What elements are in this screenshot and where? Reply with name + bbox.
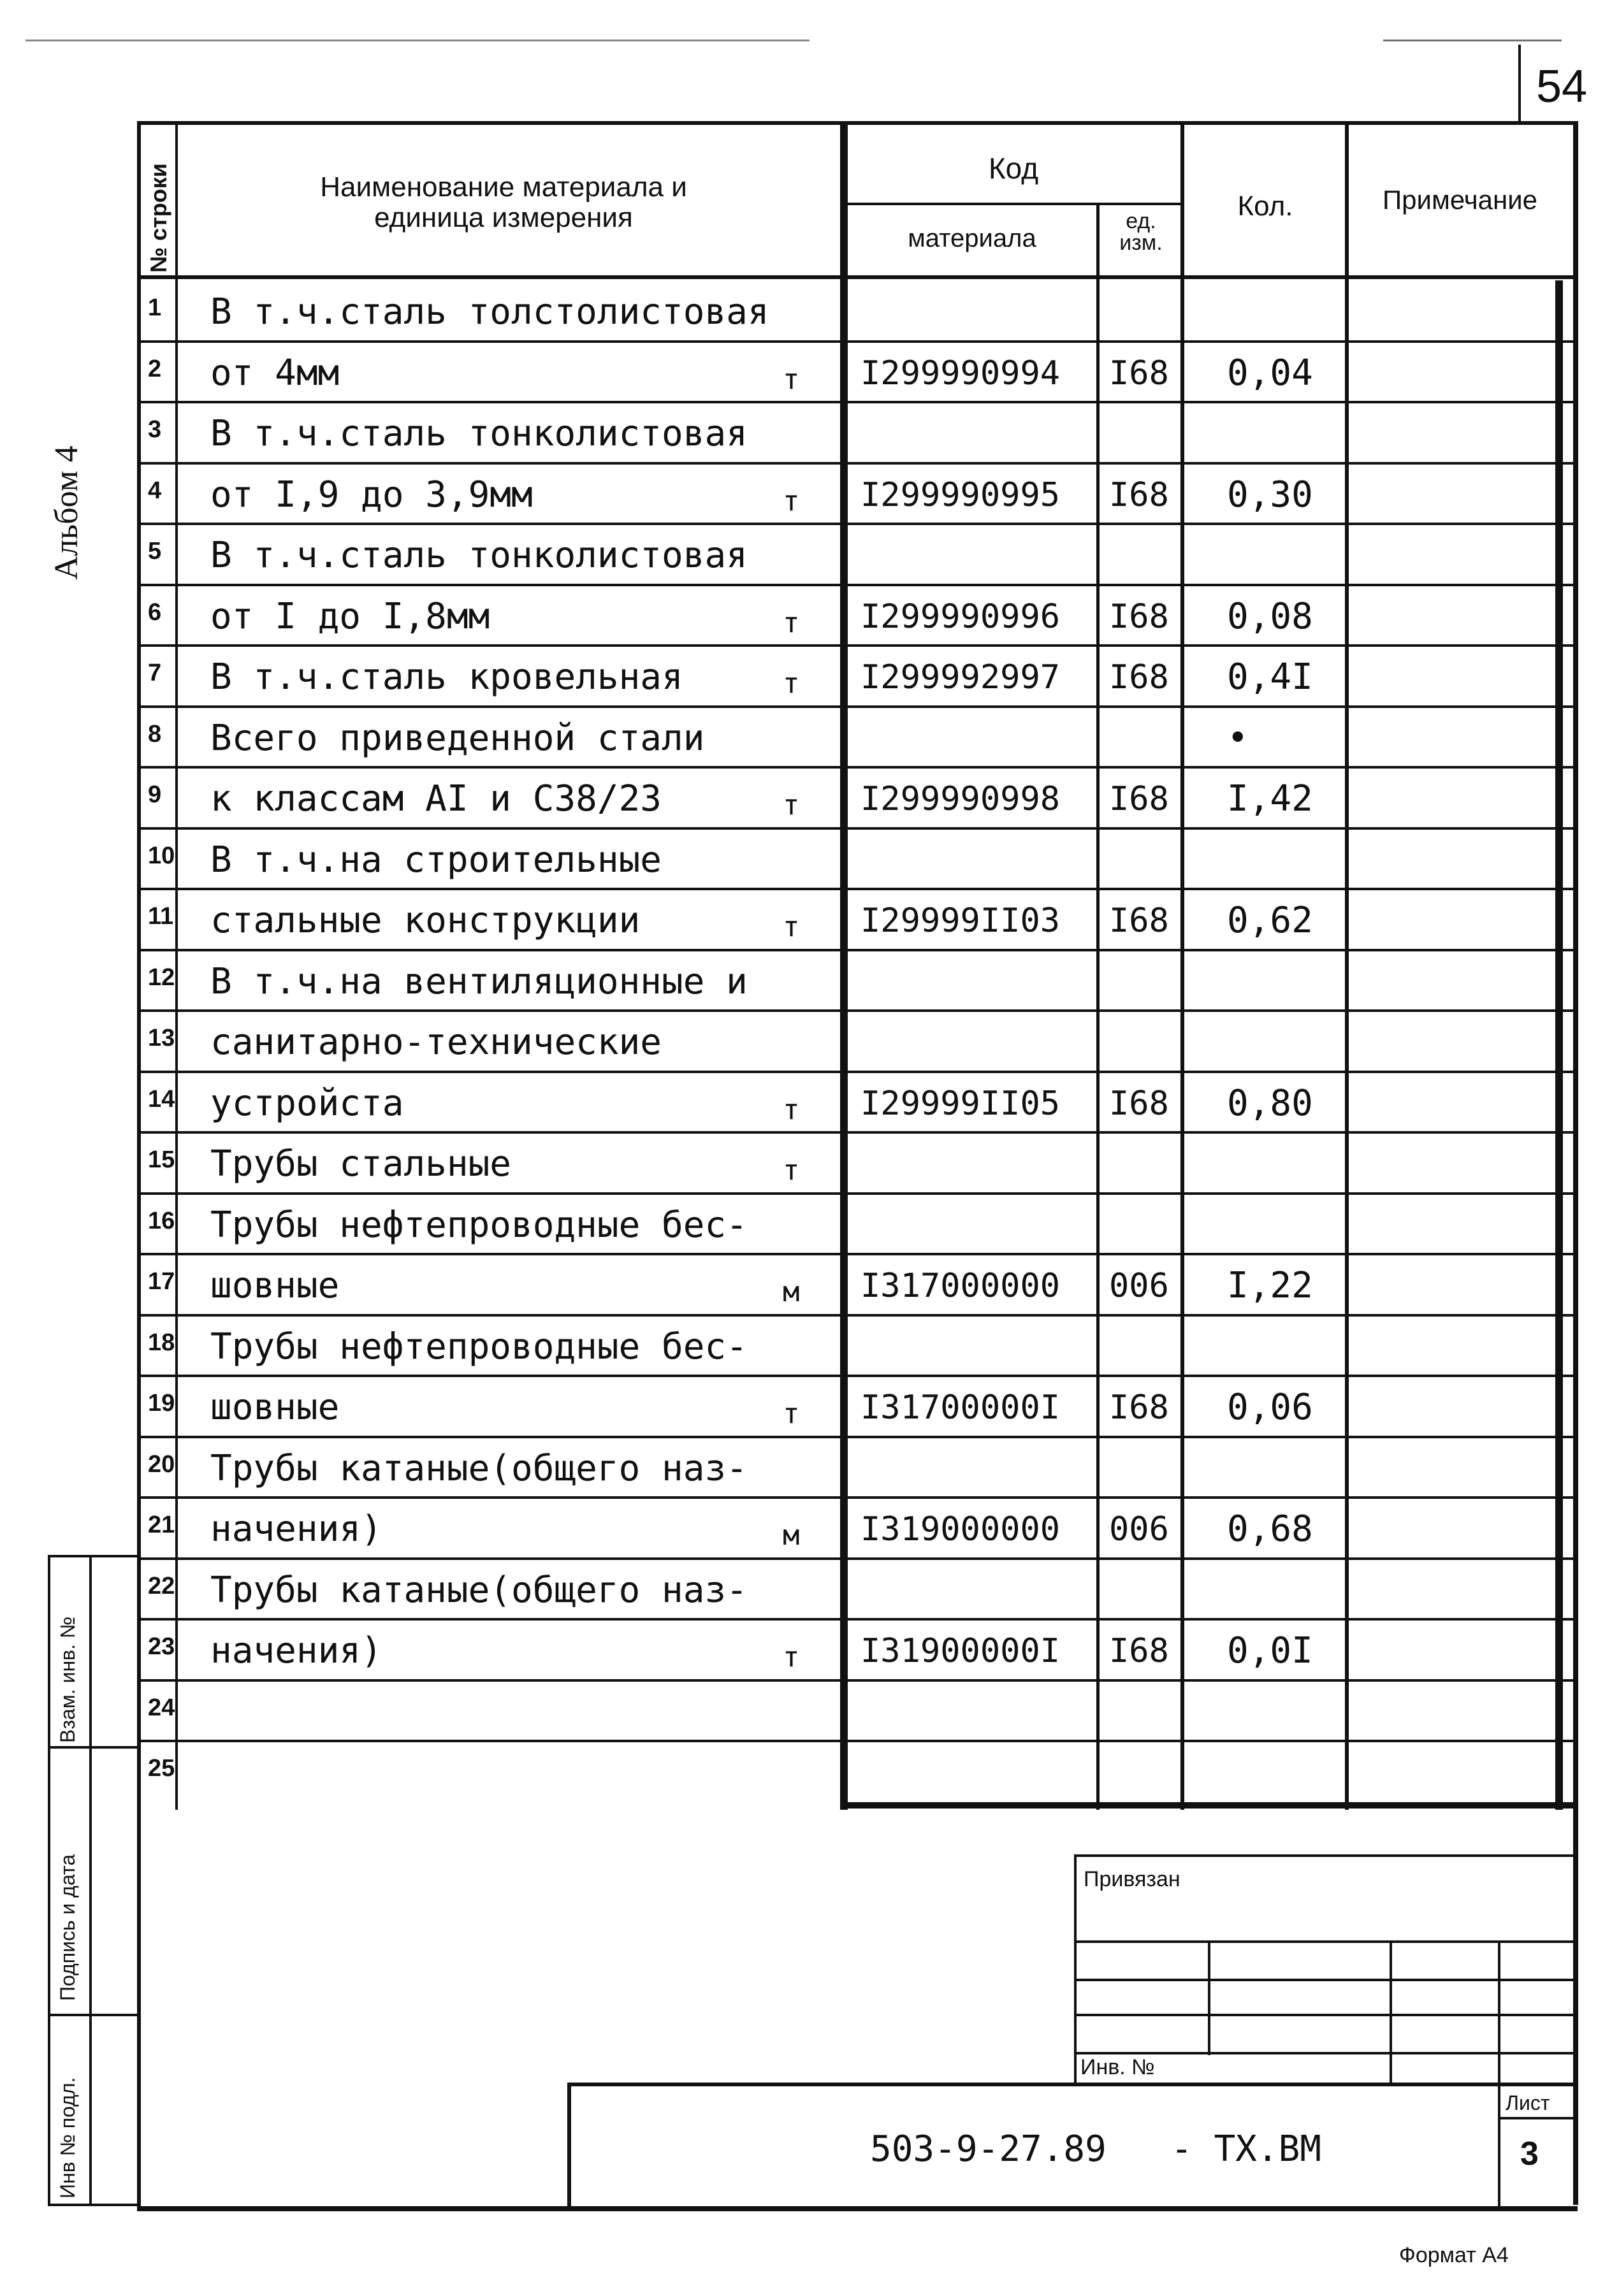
row-number: 25 — [148, 1755, 175, 1782]
row-number: 23 — [148, 1633, 175, 1660]
row-number: 24 — [148, 1694, 175, 1721]
row-divider — [137, 827, 1574, 830]
row-divider — [137, 705, 1574, 708]
material-code: I299992997 — [860, 658, 1061, 697]
side-inv-podl: Инв № подл. — [56, 2077, 79, 2199]
material-name: В т.ч.на вентиляционные и — [210, 960, 748, 1002]
material-name: от I,9 до 3,9мм — [210, 473, 533, 516]
row-divider — [137, 1314, 1574, 1317]
material-code: I299990998 — [860, 780, 1061, 818]
header-code: Код — [988, 152, 1039, 185]
row-divider — [137, 523, 1574, 525]
material-name: Трубы катаные(общего наз- — [210, 1569, 748, 1611]
material-code: I317000000 — [860, 1267, 1061, 1305]
unit-code: I68 — [1109, 1084, 1169, 1123]
material-code: I29999II03 — [860, 902, 1061, 940]
quantity: I,22 — [1227, 1265, 1313, 1306]
unit: т — [783, 1093, 800, 1126]
unit-code: I68 — [1109, 658, 1169, 697]
row-number: 10 — [148, 842, 175, 869]
row-number: 7 — [148, 660, 162, 686]
material-name: В т.ч.на строительные — [210, 839, 662, 881]
row-number: 12 — [148, 964, 175, 991]
row-divider — [137, 1679, 1574, 1682]
material-name: от 4мм — [210, 352, 340, 394]
row-divider — [137, 888, 1574, 890]
material-name: от I до I,8мм — [210, 595, 490, 637]
row-divider — [137, 1009, 1574, 1012]
album-label: Альбом 4 — [48, 445, 85, 580]
row-number: 15 — [148, 1146, 175, 1173]
quantity: 0,30 — [1227, 473, 1313, 516]
material-name: В т.ч.сталь тонколистовая — [210, 535, 748, 576]
page-number: 54 — [1536, 61, 1588, 112]
unit: т — [783, 1641, 800, 1673]
row-divider — [137, 462, 1574, 465]
side-podpis: Подпись и дата — [56, 1854, 79, 2001]
row-divider — [137, 1375, 1574, 1377]
material-name: Всего приведенной стали — [210, 717, 705, 759]
material-name: к классам AI и С38/23 — [210, 778, 662, 819]
row-divider — [137, 1496, 1574, 1499]
row-divider — [137, 949, 1574, 951]
stamp-inv-no: Инв. № — [1080, 2055, 1155, 2079]
side-vzam: Взам. инв. № — [56, 1616, 79, 1743]
row-divider — [137, 1253, 1574, 1255]
row-divider — [137, 401, 1574, 403]
unit: т — [783, 789, 800, 821]
row-number: 6 — [148, 598, 162, 626]
quantity: 0,04 — [1227, 352, 1313, 394]
row-divider — [137, 644, 1574, 647]
unit-code: I68 — [1109, 902, 1169, 940]
material-code: I299990995 — [860, 475, 1061, 514]
row-number: 16 — [148, 1207, 175, 1234]
row-number: 14 — [148, 1085, 175, 1113]
row-number: 4 — [148, 477, 162, 504]
row-number: 18 — [148, 1329, 175, 1356]
row-divider — [137, 1618, 1574, 1621]
unit: т — [783, 667, 800, 700]
unit-code: I68 — [1109, 475, 1169, 514]
header-row-number: № строки — [145, 163, 171, 273]
row-divider — [137, 1436, 1574, 1438]
header-qty: Кол. — [1237, 191, 1293, 222]
stamp-privyazan: Привязан — [1084, 1867, 1180, 1891]
material-name: В т.ч.сталь кровельная — [210, 656, 683, 698]
unit: т — [783, 1154, 800, 1187]
row-number: 3 — [148, 416, 162, 443]
row-divider — [137, 1071, 1574, 1073]
material-name: стальные конструкции — [210, 900, 641, 941]
quantity: 0,62 — [1227, 900, 1313, 941]
material-name: В т.ч.сталь толстолистовая — [210, 291, 769, 333]
material-name: Трубы нефтепроводные бес- — [210, 1204, 748, 1246]
row-divider — [137, 1557, 1574, 1560]
material-name: Трубы стальные — [210, 1143, 512, 1185]
header-note: Примечание — [1382, 185, 1538, 215]
material-name: начения) — [210, 1630, 382, 1671]
unit-code: I68 — [1109, 780, 1169, 818]
header-code-unit: ед. изм. — [1119, 209, 1163, 255]
material-code: I319000000 — [860, 1510, 1061, 1549]
quantity: • — [1227, 717, 1249, 759]
unit: т — [783, 1397, 800, 1430]
material-name: шовные — [210, 1387, 340, 1428]
unit-code: I68 — [1109, 597, 1169, 636]
quantity: 0,4I — [1227, 656, 1313, 698]
material-code: I299990994 — [860, 354, 1061, 393]
material-name: В т.ч.сталь тонколистовая — [210, 413, 748, 454]
material-name: устройста — [210, 1082, 404, 1124]
material-code: I31900000I — [860, 1632, 1061, 1670]
material-code: I299990996 — [860, 597, 1061, 636]
row-divider — [137, 1192, 1574, 1195]
material-name: начения) — [210, 1508, 382, 1550]
quantity: 0,08 — [1227, 595, 1313, 637]
unit: т — [783, 911, 800, 943]
unit-code: I68 — [1109, 1389, 1169, 1427]
header-name: Наименование материала и единица измерения — [320, 171, 687, 233]
quantity: 0,68 — [1227, 1508, 1313, 1550]
row-number: 11 — [148, 903, 174, 930]
unit-code: I68 — [1109, 1632, 1169, 1670]
row-number: 2 — [148, 355, 162, 382]
row-divider — [137, 1740, 1574, 1742]
format-label: Формат А4 — [1399, 2243, 1509, 2267]
row-number: 20 — [148, 1450, 175, 1478]
quantity: I,42 — [1227, 778, 1313, 819]
quantity: 0,0I — [1227, 1630, 1313, 1671]
row-divider — [137, 340, 1574, 343]
unit: т — [783, 606, 800, 639]
quantity: 0,06 — [1227, 1387, 1313, 1428]
row-number: 9 — [148, 781, 162, 808]
material-name: санитарно-технические — [210, 1022, 662, 1063]
material-name: Трубы катаные(общего наз- — [210, 1447, 748, 1489]
row-divider — [137, 1131, 1574, 1134]
row-divider — [137, 584, 1574, 586]
row-number: 5 — [148, 538, 162, 565]
row-number: 8 — [148, 720, 162, 747]
unit-code: 006 — [1109, 1267, 1169, 1305]
unit: т — [783, 363, 800, 396]
unit: м — [783, 1519, 800, 1552]
unit-code: I68 — [1109, 354, 1169, 393]
material-name: Трубы нефтепроводные бес- — [210, 1325, 748, 1368]
stamp-sheet-no: 3 — [1520, 2135, 1539, 2172]
material-code: I29999II05 — [860, 1084, 1061, 1123]
material-code: I31700000I — [860, 1389, 1061, 1427]
material-name: шовные — [210, 1265, 340, 1306]
row-number: 19 — [148, 1390, 175, 1417]
unit: м — [783, 1276, 800, 1308]
stamp-doc-code: 503-9-27.89 - ТХ.ВМ — [870, 2128, 1322, 2170]
row-number: 22 — [148, 1572, 175, 1599]
row-number: 17 — [148, 1268, 175, 1295]
row-number: 21 — [148, 1512, 175, 1538]
unit: т — [783, 484, 800, 517]
row-number: 13 — [148, 1025, 175, 1051]
stamp-sheet-label: Лист — [1506, 2091, 1550, 2114]
row-number: 1 — [148, 294, 162, 321]
unit-code: 006 — [1109, 1510, 1169, 1549]
header-code-material: материала — [908, 224, 1036, 252]
row-divider — [137, 766, 1574, 769]
quantity: 0,80 — [1227, 1082, 1313, 1124]
